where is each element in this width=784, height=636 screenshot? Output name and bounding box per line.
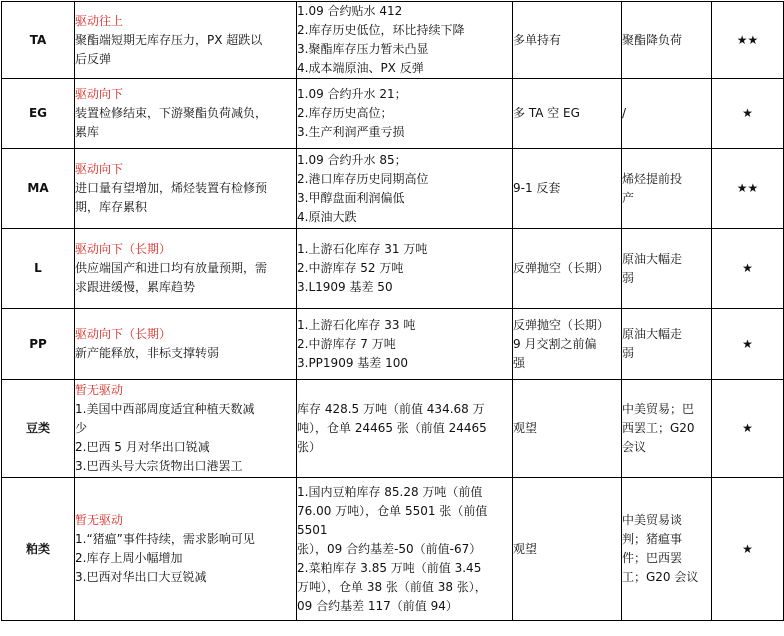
data-cell bbox=[297, 229, 513, 309]
commodity-name: PP bbox=[2, 309, 75, 380]
table-row bbox=[2, 478, 784, 621]
text-line: 少 bbox=[75, 421, 88, 435]
driver-label: 暂无驱动 bbox=[75, 383, 124, 397]
text-line: 会议 bbox=[622, 440, 647, 454]
text-line: 9-1 反套 bbox=[513, 181, 561, 195]
text-line: 多单持有 bbox=[513, 32, 562, 47]
text-line: 3.巴西对华出口大豆锐减 bbox=[75, 570, 207, 584]
text-line: 2.中游库存 52 万吨 bbox=[297, 261, 404, 275]
driver-label: 驱动向下（长期） bbox=[75, 327, 172, 341]
text-line: 中美贸易谈 bbox=[622, 513, 683, 527]
strategy-cell bbox=[513, 79, 622, 149]
text-line: 3.PP1909 基差 100 bbox=[297, 355, 408, 370]
text-line: 期，库存累积 bbox=[75, 200, 148, 214]
text-line: 2.库存历史低位，环比持续下降 bbox=[297, 23, 465, 37]
text-line: 供应端国产和进口均有放量预期，需 bbox=[75, 261, 268, 275]
driver-label: 驱动向下（长期） bbox=[75, 242, 172, 256]
logic-cell bbox=[75, 478, 297, 621]
driver-label: 暂无驱动 bbox=[75, 513, 124, 527]
risk-cell bbox=[622, 79, 712, 149]
text-line: 2.中游库存 7 万吨 bbox=[297, 336, 396, 351]
text-line: 后反弹 bbox=[75, 51, 112, 66]
text-line: 聚酯降负荷 bbox=[622, 32, 683, 47]
table-row bbox=[2, 2, 784, 79]
risk-cell bbox=[622, 229, 712, 309]
text-line: 1.09 合约贴水 412 bbox=[297, 4, 403, 18]
rating-stars: ★★ bbox=[712, 149, 784, 229]
text-line: 强 bbox=[513, 355, 526, 370]
text-line: 76.00 万吨），仓单 5501 张（前值 bbox=[297, 503, 488, 518]
driver-label: 驱动向下 bbox=[75, 87, 124, 101]
text-line: 09 合约基差 117（前值 94） bbox=[297, 598, 458, 613]
text-line: 观望 bbox=[513, 541, 538, 556]
rating-stars: ★ bbox=[712, 229, 784, 309]
text-line: 1.“猪瘟”事件持续，需求影响可见 bbox=[75, 532, 255, 546]
text-line: 件；巴西罢 bbox=[622, 551, 683, 565]
text-line: 张），09 合约基差-50（前值-67） bbox=[297, 541, 482, 556]
strategy-cell bbox=[513, 478, 622, 621]
text-line: 1.国内豆粕库存 85.28 万吨（前值 bbox=[297, 484, 483, 499]
table-row bbox=[2, 229, 784, 309]
data-cell bbox=[297, 380, 513, 478]
text-line: 2.巴西 5 月对华出口锐减 bbox=[75, 440, 210, 454]
logic-cell bbox=[75, 309, 297, 380]
commodity-name: TA bbox=[2, 2, 75, 79]
commodity-name: 粕类 bbox=[2, 478, 75, 621]
risk-cell bbox=[622, 380, 712, 478]
text-line: 张） bbox=[297, 440, 322, 454]
logic-cell bbox=[75, 149, 297, 229]
text-line: 5501 bbox=[297, 522, 328, 537]
strategy-cell bbox=[513, 149, 622, 229]
text-line: 西罢工；G20 bbox=[622, 421, 695, 435]
text-line: 3.甲醇盘面利润偏低 bbox=[297, 190, 405, 205]
driver-label: 驱动向下 bbox=[75, 162, 124, 176]
commodity-name: MA bbox=[2, 149, 75, 229]
data-cell bbox=[297, 2, 513, 79]
data-cell bbox=[297, 79, 513, 149]
text-line: 3.巴西头号大宗货物出口港罢工 bbox=[75, 459, 243, 473]
commodity-table bbox=[1, 1, 784, 621]
data-cell bbox=[297, 309, 513, 380]
text-line: 烯烃提前投 bbox=[622, 171, 683, 186]
text-line: 1.上游石化库存 31 万吨 bbox=[297, 242, 428, 256]
rating-stars: ★ bbox=[712, 79, 784, 149]
text-line: 1.09 合约升水 85； bbox=[297, 152, 407, 167]
text-line: 弱 bbox=[622, 346, 635, 360]
text-line: 新产能释放，非标支撑转弱 bbox=[75, 346, 220, 360]
strategy-cell bbox=[513, 229, 622, 309]
text-line: 库存 428.5 万吨（前值 434.68 万 bbox=[297, 402, 485, 416]
text-line: 多 TA 空 EG bbox=[513, 106, 580, 120]
rating-stars: ★★ bbox=[712, 2, 784, 79]
text-line: 1.美国中西部周度适宜种植天数减 bbox=[75, 402, 255, 416]
text-line: 装置检修结束，下游聚酯负荷减负， bbox=[75, 106, 268, 120]
text-line: 观望 bbox=[513, 421, 538, 435]
logic-cell bbox=[75, 2, 297, 79]
text-line: 4.原油大跌 bbox=[297, 209, 357, 224]
text-line: 9 月交割之前偏 bbox=[513, 336, 597, 351]
risk-cell bbox=[622, 149, 712, 229]
table-row bbox=[2, 149, 784, 229]
text-line: 1.上游石化库存 33 吨 bbox=[297, 317, 416, 332]
data-cell bbox=[297, 149, 513, 229]
commodity-name: 豆类 bbox=[2, 380, 75, 478]
strategy-cell bbox=[513, 380, 622, 478]
text-line: 2.库存历史高位； bbox=[297, 106, 393, 120]
table-row bbox=[2, 380, 784, 478]
text-line: 吨），仓单 24465 张（前值 24465 bbox=[297, 421, 487, 435]
commodity-name: EG bbox=[2, 79, 75, 149]
text-line: 聚酯端短期无库存压力，PX 超跌以 bbox=[75, 32, 263, 47]
text-line: 进口量有望增加，烯烃装置有检修预 bbox=[75, 181, 268, 195]
rating-stars: ★ bbox=[712, 309, 784, 380]
rating-stars: ★ bbox=[712, 380, 784, 478]
logic-cell bbox=[75, 380, 297, 478]
text-line: 原油大幅走 bbox=[622, 251, 683, 266]
text-line: 反弹抛空（长期） bbox=[513, 261, 610, 275]
table-row bbox=[2, 79, 784, 149]
text-line: 原油大幅走 bbox=[622, 327, 683, 341]
risk-cell bbox=[622, 478, 712, 621]
text-line: 判；猪瘟事 bbox=[622, 532, 683, 546]
text-line: 弱 bbox=[622, 270, 635, 285]
text-line: 万吨），仓单 38 张（前值 38 张）， bbox=[297, 579, 487, 594]
strategy-cell bbox=[513, 2, 622, 79]
risk-cell bbox=[622, 309, 712, 380]
text-line: / bbox=[622, 106, 627, 120]
rating-stars: ★ bbox=[712, 478, 784, 621]
strategy-cell bbox=[513, 309, 622, 380]
text-line: 4.成本端原油、PX 反弹 bbox=[297, 61, 424, 75]
risk-cell bbox=[622, 2, 712, 79]
table-row bbox=[2, 309, 784, 380]
text-line: 工；G20 会议 bbox=[622, 570, 699, 584]
text-line: 1.09 合约升水 21； bbox=[297, 87, 407, 101]
logic-cell bbox=[75, 229, 297, 309]
text-line: 求跟进缓慢，累库趋势 bbox=[75, 280, 196, 294]
text-line: 3.L1909 基差 50 bbox=[297, 280, 393, 294]
data-cell bbox=[297, 478, 513, 621]
driver-label: 驱动往上 bbox=[75, 13, 124, 28]
text-line: 3.聚酯库存压力暂未凸显 bbox=[297, 42, 429, 56]
text-line: 产 bbox=[622, 190, 635, 205]
text-line: 反弹抛空（长期） bbox=[513, 317, 610, 332]
text-line: 中美贸易；巴 bbox=[622, 402, 695, 416]
text-line: 2.库存上周小幅增加 bbox=[75, 551, 183, 565]
commodity-name: L bbox=[2, 229, 75, 309]
text-line: 累库 bbox=[75, 125, 100, 139]
text-line: 2.港口库存历史同期高位 bbox=[297, 171, 429, 186]
text-line: 2.菜粕库存 3.85 万吨（前值 3.45 bbox=[297, 560, 482, 575]
logic-cell bbox=[75, 79, 297, 149]
text-line: 3.生产利润严重亏损 bbox=[297, 125, 405, 139]
